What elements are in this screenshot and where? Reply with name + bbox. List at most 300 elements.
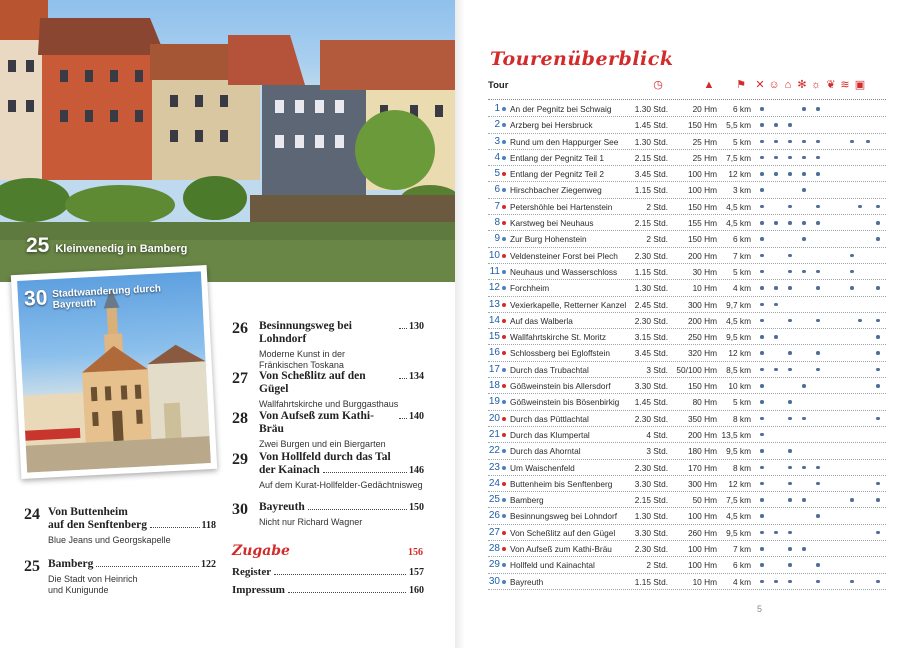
dot-leader	[150, 527, 200, 528]
difficulty-dot	[502, 433, 506, 437]
polaroid-number: 30	[23, 286, 48, 311]
feature-bullet	[876, 531, 880, 535]
toc-number: 25	[24, 558, 40, 575]
feature-bullet	[802, 188, 806, 192]
tour-row[interactable]	[488, 182, 886, 198]
tour-column-header: Tour	[488, 80, 509, 91]
tour-name: Durch das Klumpertal	[510, 429, 590, 440]
tour-duration: 1.15 Std.	[634, 185, 668, 196]
tour-elevation: 25 Hm	[692, 152, 717, 163]
tour-row[interactable]	[488, 150, 886, 166]
tour-row[interactable]	[488, 134, 886, 150]
tour-name: Gößweinstein bis Bösenbirkig	[510, 397, 620, 408]
tour-name: Petershöhle bei Hartenstein	[510, 201, 613, 212]
toc-entry-impressum[interactable]	[232, 584, 424, 596]
zugabe-page: 156	[408, 547, 423, 558]
page-number: 5	[757, 604, 763, 614]
tour-elevation: 100 Hm	[687, 544, 717, 555]
difficulty-dot	[502, 172, 506, 176]
feature-bullet	[788, 221, 792, 225]
tour-number: 11	[489, 265, 500, 277]
feature-bullet	[850, 286, 854, 290]
feature-bullet	[788, 319, 792, 323]
tour-row[interactable]	[488, 427, 886, 443]
tour-name: Von Scheßlitz auf den Gügel	[510, 527, 616, 538]
tour-number: 29	[488, 559, 500, 571]
tour-name: An der Pegnitz bei Schwaig	[510, 104, 612, 114]
tour-row[interactable]	[488, 362, 886, 378]
tour-row[interactable]	[488, 443, 886, 459]
toc-page: 122	[201, 559, 216, 570]
tour-name: Veldensteiner Forst bei Plech	[510, 250, 618, 261]
feature-bullet	[802, 384, 806, 388]
difficulty-dot	[502, 188, 506, 192]
feature-bullet	[816, 286, 820, 290]
tour-overview-title: Tourenüberblick	[490, 48, 674, 70]
feature-bullet	[774, 303, 778, 307]
toc-entry-29[interactable]	[232, 451, 424, 491]
feature-bullet	[816, 351, 820, 355]
tour-duration: 2.15 Std.	[634, 218, 668, 229]
tour-row[interactable]	[488, 199, 886, 215]
toc-page: 118	[201, 520, 216, 531]
feature-bullet	[788, 531, 792, 535]
tour-duration: 4 Std.	[646, 429, 668, 440]
tour-distance: 6 km	[733, 234, 751, 245]
feature-bullet	[760, 417, 764, 421]
difficulty-dot	[502, 547, 506, 551]
feature-bullet	[774, 580, 778, 584]
difficulty-dot	[502, 286, 506, 290]
tour-elevation: 170 Hm	[687, 462, 717, 473]
feature-bullet	[788, 466, 792, 470]
feature-bullet	[788, 351, 792, 355]
tour-table	[488, 101, 886, 590]
tour-row[interactable]	[488, 166, 886, 182]
toc-subtitle: Wallfahrtskirche und Burggasthaus	[259, 399, 399, 409]
tour-name: Um Waischenfeld	[510, 462, 575, 473]
feature-bullet	[760, 400, 764, 404]
tour-elevation: 100 Hm	[687, 511, 717, 522]
difficulty-dot	[502, 237, 506, 241]
difficulty-dot	[502, 563, 506, 567]
tour-elevation: 100 Hm	[687, 185, 717, 196]
toc-title: Bayreuth	[259, 501, 305, 513]
feature-bullet	[788, 547, 792, 551]
tour-number: 9	[494, 233, 500, 245]
tour-name: Entlang der Pegnitz Teil 1	[510, 152, 604, 163]
tour-number: 20	[488, 412, 500, 424]
toc-title-line2: der Kainach	[259, 464, 320, 476]
smiley-icon: ☺	[768, 79, 780, 91]
tour-duration: 2.30 Std.	[634, 250, 668, 261]
tour-duration: 3.45 Std.	[634, 169, 668, 180]
difficulty-dot	[502, 319, 506, 323]
tour-duration: 2.30 Std.	[634, 544, 668, 555]
tour-number: 26	[488, 510, 500, 522]
tour-name: Entlang der Pegnitz Teil 2	[510, 169, 604, 180]
tour-duration: 1.45 Std.	[634, 397, 668, 408]
feature-bullet	[760, 221, 764, 225]
tour-number: 24	[488, 477, 500, 489]
toc-number: 30	[232, 501, 248, 518]
toc-entry-26[interactable]	[232, 320, 424, 371]
tour-duration: 2.30 Std.	[634, 462, 668, 473]
feature-bullet	[788, 140, 792, 144]
tour-elevation: 250 Hm	[687, 332, 717, 343]
feature-bullet	[760, 563, 764, 567]
toc-subtitle: Moderne Kunst in der	[259, 349, 346, 359]
tour-number: 16	[488, 347, 500, 359]
feature-bullet	[760, 351, 764, 355]
tour-name: Zur Burg Hohenstein	[510, 234, 587, 245]
tour-name: Hirschbacher Ziegenweg	[510, 185, 602, 196]
tour-number: 25	[488, 494, 500, 506]
toc-title-line	[48, 519, 216, 532]
feature-bullet	[788, 449, 792, 453]
feature-bullet	[774, 335, 778, 339]
tour-distance: 12 km	[728, 169, 751, 180]
tour-row[interactable]	[488, 411, 886, 427]
feature-bullet	[788, 205, 792, 209]
tour-row[interactable]	[488, 313, 886, 329]
tour-row[interactable]	[488, 394, 886, 410]
toc-title-line	[259, 370, 424, 396]
difficulty-dot	[502, 270, 506, 274]
top-photo-caption	[26, 234, 187, 258]
difficulty-dot	[502, 400, 506, 404]
feature-bullet	[760, 384, 764, 388]
clock-icon: ◷	[653, 79, 663, 91]
feature-bullet	[858, 319, 862, 323]
tour-distance: 6 km	[733, 104, 751, 114]
tour-name: Wallfahrtskirche St. Moritz	[510, 332, 607, 343]
toc-title-line	[259, 464, 424, 477]
toc-entry-24[interactable]	[24, 506, 216, 546]
tour-name: Bamberg	[510, 495, 544, 506]
tour-elevation: 320 Hm	[687, 348, 717, 359]
tour-number: 2	[494, 119, 500, 131]
feature-bullet	[760, 172, 764, 176]
feature-bullet	[760, 319, 764, 323]
toc-title-line2: auf den Senftenberg	[48, 519, 148, 531]
feature-bullet	[760, 107, 764, 111]
bus-icon: ▣	[854, 79, 866, 91]
feature-bullet	[816, 221, 820, 225]
feature-bullet	[774, 123, 778, 127]
dot-leader	[399, 378, 407, 379]
tour-elevation: 10 Hm	[692, 283, 717, 294]
tour-row[interactable]	[488, 476, 886, 492]
tour-duration: 1.30 Std.	[634, 104, 668, 114]
top-photo-text: Kleinvenedig in Bamberg	[55, 243, 188, 255]
tour-row[interactable]	[488, 574, 886, 590]
tour-distance: 9,5 km	[726, 446, 751, 457]
difficulty-dot	[502, 466, 506, 470]
tour-elevation: 260 Hm	[687, 527, 717, 538]
tour-duration: 1.45 Std.	[634, 120, 668, 131]
tour-distance: 5 km	[733, 266, 751, 277]
feature-bullet	[802, 547, 806, 551]
tour-row[interactable]	[488, 345, 886, 361]
toc-page: 130	[409, 321, 424, 332]
tour-elevation: 350 Hm	[687, 413, 717, 424]
feature-bullet	[788, 270, 792, 274]
tour-duration: 1.30 Std.	[634, 283, 668, 294]
bayreuth-photo	[17, 271, 211, 472]
feature-bullet	[760, 449, 764, 453]
feature-bullet	[850, 270, 854, 274]
feature-bullet	[788, 368, 792, 372]
tour-duration: 2 Std.	[646, 234, 668, 245]
tour-distance: 12 km	[728, 478, 751, 489]
tour-elevation: 300 Hm	[687, 478, 717, 489]
difficulty-dot	[502, 351, 506, 355]
tour-name: Durch das Ahorntal	[510, 446, 581, 457]
toc-entry-register[interactable]	[232, 566, 424, 578]
toc-page: 146	[409, 465, 424, 476]
tour-elevation: 100 Hm	[687, 169, 717, 180]
feature-bullet	[760, 286, 764, 290]
feature-bullet	[788, 123, 792, 127]
tour-row[interactable]	[488, 508, 886, 524]
difficulty-dot	[502, 221, 506, 225]
tour-row[interactable]	[488, 280, 886, 296]
bayreuth-polaroid	[11, 265, 217, 479]
tour-row[interactable]	[488, 541, 886, 557]
tour-number: 14	[488, 314, 500, 326]
feature-bullet	[816, 482, 820, 486]
tour-row[interactable]	[488, 297, 886, 313]
feature-bullet	[816, 368, 820, 372]
feature-bullet	[802, 270, 806, 274]
tour-elevation: 200 Hm	[687, 250, 717, 261]
feature-bullet	[760, 335, 764, 339]
difficulty-dot	[502, 531, 506, 535]
feature-bullet	[876, 482, 880, 486]
feature-bullet	[760, 498, 764, 502]
toc-page: 150	[409, 502, 424, 513]
dot-leader	[399, 418, 407, 419]
polaroid-text-line1: Stadtwanderung durch	[51, 283, 162, 301]
tour-name: Schlossberg bei Egloffstein	[510, 348, 610, 359]
toc-title-line	[48, 558, 216, 571]
feature-bullet	[774, 140, 778, 144]
toc-number: 28	[232, 410, 248, 427]
top-photo-number: 25	[26, 234, 50, 257]
tour-number: 6	[494, 184, 500, 196]
feature-bullet	[760, 433, 764, 437]
feature-bullet	[760, 140, 764, 144]
tour-row[interactable]	[488, 525, 886, 541]
bird-icon: ❦	[826, 79, 836, 91]
tour-number: 3	[494, 135, 500, 147]
tour-duration: 1.30 Std.	[634, 136, 668, 147]
dot-leader	[399, 328, 407, 329]
feature-bullet	[876, 286, 880, 290]
tour-row[interactable]	[488, 117, 886, 133]
toc-subtitle: Nicht nur Richard Wagner	[259, 517, 363, 527]
toc-title-line	[259, 320, 424, 346]
impressum-page: 160	[409, 585, 424, 596]
feature-bullet	[802, 498, 806, 502]
tour-number: 5	[494, 168, 500, 180]
toc-title: Von Aufseß zum Kathi-Bräu	[259, 410, 374, 435]
feature-bullet	[774, 531, 778, 535]
tour-row[interactable]	[488, 329, 886, 345]
tour-row[interactable]	[488, 215, 886, 231]
tour-number: 1	[494, 103, 500, 114]
tour-row[interactable]	[488, 460, 886, 476]
feature-bullet	[760, 123, 764, 127]
feature-bullet	[774, 368, 778, 372]
zugabe-heading: Zugabe	[232, 543, 290, 559]
dot-leader	[308, 509, 407, 510]
feature-bullet	[760, 205, 764, 209]
toc-entry-27[interactable]	[232, 370, 424, 410]
tour-name: Durch das Püttlachtal	[510, 413, 589, 424]
feature-bullet	[816, 107, 820, 111]
hiker-icon: ⚑	[736, 79, 746, 91]
toc-page: 134	[409, 371, 424, 382]
toc-number: 24	[24, 506, 40, 523]
feature-bullet	[802, 172, 806, 176]
tour-duration: 1.15 Std.	[634, 266, 668, 277]
restaurant-icon: ✕	[755, 79, 765, 91]
tour-elevation: 20 Hm	[692, 104, 717, 114]
tour-distance: 8 km	[733, 462, 751, 473]
tour-elevation: 30 Hm	[692, 266, 717, 277]
snowflake-icon: ✻	[797, 79, 807, 91]
feature-bullet	[850, 254, 854, 258]
dot-leader	[323, 472, 407, 473]
tour-row[interactable]	[488, 101, 886, 117]
museum-icon: ⌂	[784, 79, 792, 91]
tour-distance: 10 km	[728, 381, 751, 392]
feature-bullet	[760, 237, 764, 241]
toc-title-line	[259, 410, 424, 436]
feature-bullet	[788, 482, 792, 486]
feature-bullet	[876, 237, 880, 241]
toc-subtitle-2: und Kunigunde	[48, 585, 109, 595]
tour-distance: 9,5 km	[726, 332, 751, 343]
tour-number: 22	[488, 445, 500, 457]
toc-subtitle-2: Fränkischen Toskana	[259, 360, 344, 370]
tour-number: 23	[488, 461, 500, 473]
feature-bullet	[802, 237, 806, 241]
difficulty-dot	[502, 449, 506, 453]
feature-bullet	[774, 286, 778, 290]
tour-duration: 3 Std.	[646, 446, 668, 457]
feature-bullet	[876, 319, 880, 323]
tour-distance: 9,7 km	[726, 299, 751, 310]
tour-elevation: 100 Hm	[687, 560, 717, 571]
toc-entry-25[interactable]	[24, 558, 216, 596]
feature-bullet	[876, 221, 880, 225]
tour-name: Buttenheim bis Senftenberg	[510, 478, 613, 489]
mountain-icon: ▲	[703, 79, 715, 91]
dot-leader	[288, 592, 406, 593]
table-header	[488, 78, 886, 96]
tour-distance: 5 km	[733, 136, 751, 147]
tour-elevation: 300 Hm	[687, 299, 717, 310]
feature-bullet	[802, 417, 806, 421]
dot-leader	[274, 574, 406, 575]
dot-leader	[96, 566, 199, 567]
feature-bullet	[760, 270, 764, 274]
difficulty-dot	[502, 417, 506, 421]
feature-bullet	[876, 335, 880, 339]
feature-bullet	[816, 140, 820, 144]
feature-bullet	[788, 172, 792, 176]
tour-duration: 3.30 Std.	[634, 527, 668, 538]
feature-bullet	[816, 563, 820, 567]
tour-elevation: 80 Hm	[692, 397, 717, 408]
toc-page: 140	[409, 411, 424, 422]
tour-number: 18	[488, 380, 500, 392]
tour-duration: 2.30 Std.	[634, 315, 668, 326]
toc-entry-30[interactable]	[232, 501, 424, 528]
tour-duration: 3.15 Std.	[634, 332, 668, 343]
tour-distance: 5 km	[733, 397, 751, 408]
tour-row[interactable]	[488, 557, 886, 573]
tour-elevation: 150 Hm	[687, 201, 717, 212]
tour-distance: 7,5 km	[726, 495, 751, 506]
difficulty-dot	[502, 156, 506, 160]
feature-bullet	[760, 188, 764, 192]
tour-distance: 3 km	[733, 185, 751, 196]
tour-number: 12	[488, 282, 500, 294]
tour-number: 19	[488, 396, 500, 408]
feature-bullet	[760, 254, 764, 258]
tour-row[interactable]	[488, 492, 886, 508]
tour-row[interactable]	[488, 231, 886, 247]
feature-bullet	[760, 466, 764, 470]
toc-entry-28[interactable]	[232, 410, 424, 450]
feature-bullet	[866, 140, 870, 144]
difficulty-dot	[502, 368, 506, 372]
tour-elevation: 25 Hm	[692, 136, 717, 147]
tour-elevation: 200 Hm	[687, 429, 717, 440]
toc-number: 27	[232, 370, 248, 387]
feature-bullet	[876, 498, 880, 502]
tour-name: Vexierkapelle, Retterner Kanzel	[510, 299, 627, 310]
toc-title-line	[259, 501, 424, 514]
sun-icon: ☼	[810, 79, 822, 91]
impressum-label: Impressum	[232, 584, 285, 596]
tour-row[interactable]	[488, 248, 886, 264]
tour-duration: 2 Std.	[646, 201, 668, 212]
feature-bullet	[802, 221, 806, 225]
polaroid-text-line2: Bayreuth	[52, 297, 97, 312]
feature-bullet	[876, 417, 880, 421]
difficulty-dot	[502, 514, 506, 518]
feature-bullet	[816, 205, 820, 209]
feature-bullet	[850, 140, 854, 144]
register-page: 157	[409, 567, 424, 578]
feature-bullet	[876, 351, 880, 355]
feature-bullet	[788, 563, 792, 567]
feature-bullet	[816, 319, 820, 323]
tour-elevation: 155 Hm	[687, 218, 717, 229]
tour-distance: 9,5 km	[726, 527, 751, 538]
tour-row[interactable]	[488, 264, 886, 280]
tour-elevation: 50 Hm	[692, 495, 717, 506]
tour-row[interactable]	[488, 378, 886, 394]
difficulty-dot	[502, 303, 506, 307]
tour-number: 10	[488, 249, 500, 261]
tour-distance: 7 km	[733, 544, 751, 555]
